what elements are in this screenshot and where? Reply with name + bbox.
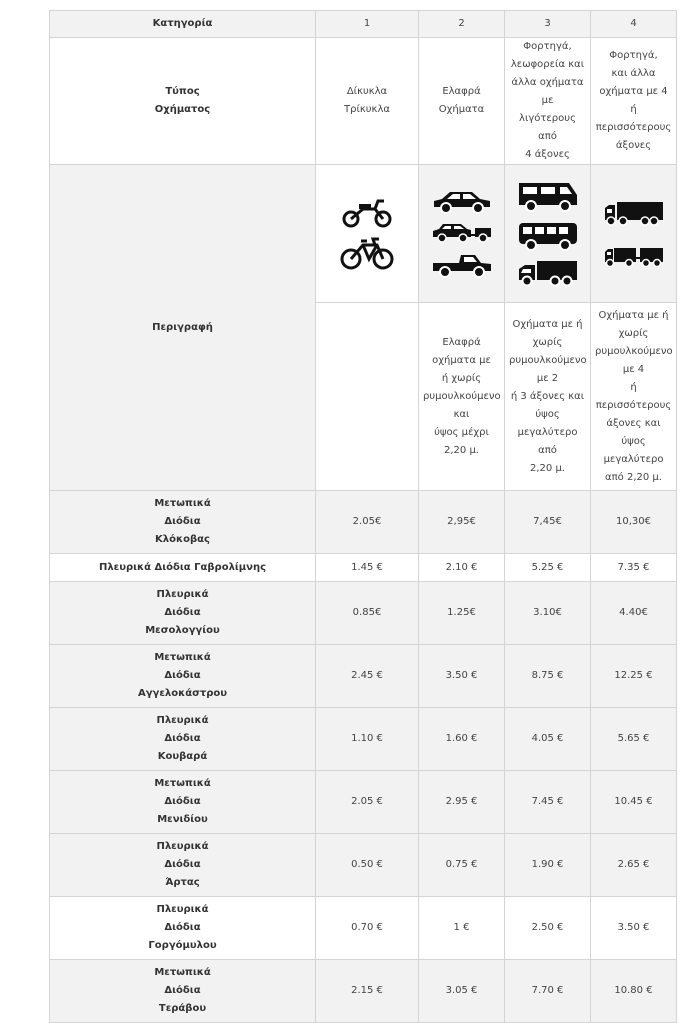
toll-row [50,960,677,1023]
price-cell: 2.45 € [316,645,419,708]
car-with-trailer-icon [431,222,493,244]
description-label: Περιγραφή [50,165,316,491]
toll-row [50,582,677,645]
price-cell: 3.05 € [419,960,505,1023]
toll-station-name: Πλευρικά Διόδια Γοργόμυλου [50,897,316,960]
toll-station-name: Πλευρικά Διόδια Γαβρολίμνης [50,554,316,582]
price-cell: 2.05€ [316,491,419,554]
price-cell: 7.70 € [505,960,591,1023]
price-cell: 12.25 € [591,645,677,708]
price-cell: 7.35 € [591,554,677,582]
vehicle-type-cell: Φορτηγά, λεωφορεία και άλλα οχήματα με λιγότερους από 4 άξονες [505,38,591,165]
price-cell: 0.70 € [316,897,419,960]
price-cell: 10.80 € [591,960,677,1023]
price-cell: 1.60 € [419,708,505,771]
category-number: 2 [419,11,505,38]
car-icon [432,190,492,214]
price-cell: 1.10 € [316,708,419,771]
truck-with-trailer-icon [603,246,665,268]
price-cell: 3.50 € [419,645,505,708]
toll-row [50,771,677,834]
description-cell: Οχήματα με ή χωρίς ρυμουλκούμενο με 4 ή περισσότερους άξονες και ύψος μεγαλύτερο από 2,20 μ. [591,303,677,491]
price-cell: 10.45 € [591,771,677,834]
category-number: 1 [316,11,419,38]
icons-cell-category-3 [505,165,591,303]
category-number: 4 [591,11,677,38]
price-cell: 3.50 € [591,897,677,960]
truck-icon [517,259,579,287]
toll-station-name: Πλευρικά Διόδια Κουβαρά [50,708,316,771]
price-cell: 5.25 € [505,554,591,582]
price-cell: 2,95€ [419,491,505,554]
price-cell: 1.90 € [505,834,591,897]
price-cell: 10,30€ [591,491,677,554]
toll-station-name: Μετωπικά Διόδια Κλόκοβας [50,491,316,554]
toll-row [50,834,677,897]
price-cell: 0.75 € [419,834,505,897]
price-cell: 4.05 € [505,708,591,771]
toll-station-name: Μετωπικά Διόδια Τεράβου [50,960,316,1023]
price-cell: 7,45€ [505,491,591,554]
price-cell: 1 € [419,897,505,960]
category-label: Κατηγορία [50,11,316,38]
bus-icon [517,221,579,251]
price-cell: 0.85€ [316,582,419,645]
price-cell: 0.50 € [316,834,419,897]
camper-icon [517,181,579,213]
pickup-truck-icon [431,252,493,278]
bicycle-icon [339,236,395,270]
vehicle-type-row [50,38,677,165]
toll-price-table [49,10,677,1023]
price-cell: 2.05 € [316,771,419,834]
price-cell: 2.65 € [591,834,677,897]
icons-cell-category-1 [316,165,419,303]
toll-station-name: Πλευρικά Διόδια Άρτας [50,834,316,897]
description-cell: Ελαφρά οχήματα με ή χωρίς ρυμουλκούμενο και ύψος μέχρι 2,20 μ. [419,303,505,491]
toll-row [50,708,677,771]
vehicle-type-label: Τύπος Οχήματος [50,38,316,165]
price-cell: 8.75 € [505,645,591,708]
price-cell: 4.40€ [591,582,677,645]
category-number: 3 [505,11,591,38]
icons-cell-category-4 [591,165,677,303]
vehicle-type-cell: Φορτηγά, και άλλα οχήματα με 4 ή περισσότερους άξονες [591,38,677,165]
price-cell: 2.50 € [505,897,591,960]
price-cell: 3.10€ [505,582,591,645]
toll-row [50,897,677,960]
toll-row [50,554,677,582]
price-cell: 7.45 € [505,771,591,834]
toll-station-name: Πλευρικά Διόδια Μεσολογγίου [50,582,316,645]
price-cell: 2.15 € [316,960,419,1023]
semi-truck-icon [603,200,665,228]
vehicle-icons-row [50,165,677,303]
toll-row [50,491,677,554]
description-cell [316,303,419,491]
toll-station-name: Μετωπικά Διόδια Αγγελοκάστρου [50,645,316,708]
motorcycle-icon [339,198,395,228]
category-row [50,11,677,38]
icons-cell-category-2 [419,165,505,303]
price-cell: 2.95 € [419,771,505,834]
price-cell: 1.45 € [316,554,419,582]
vehicle-type-cell: Δίκυκλα Τρίκυκλα [316,38,419,165]
description-cell: Οχήματα με ή χωρίς ρυμουλκούμενο με 2 ή 3 άξονες και ύψος μεγαλύτερο από 2,20 μ. [505,303,591,491]
price-cell: 5.65 € [591,708,677,771]
price-cell: 2.10 € [419,554,505,582]
toll-row [50,645,677,708]
vehicle-type-cell: Ελαφρά Οχήματα [419,38,505,165]
price-cell: 1.25€ [419,582,505,645]
toll-station-name: Μετωπικά Διόδια Μενιδίου [50,771,316,834]
